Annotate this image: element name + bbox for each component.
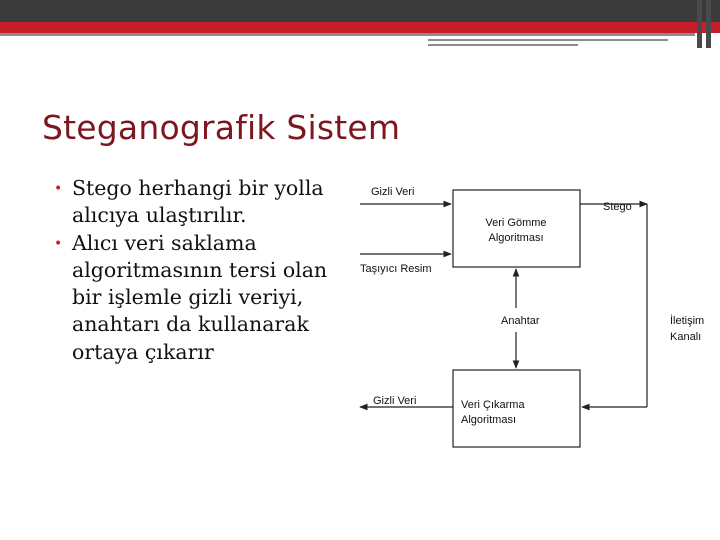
header-vertical-bar	[706, 0, 711, 48]
bullet-icon: •	[54, 181, 63, 197]
slide-title: Steganografik Sistem	[42, 108, 401, 147]
bullet-item	[50, 230, 350, 366]
header-bar-dark	[0, 0, 720, 22]
header-rule	[0, 33, 695, 36]
header-rule-shorter	[428, 44, 578, 46]
bullet-icon: •	[54, 235, 63, 252]
header-rule-short	[428, 39, 668, 41]
header-bar-red	[0, 22, 720, 33]
stego-label: Stego	[603, 201, 632, 213]
embed-box-label: Veri Gömme	[485, 217, 547, 229]
bullet-text: Stego herhangi bir yolla alıcıya ulaştırılır.	[72, 176, 324, 228]
bullet-text: Alıcı veri saklama algoritmasının tersi olan bir işlemle gizli veriyi, anahtarı da kullanarak ortaya çıkarır	[72, 230, 328, 364]
channel-label: İletişim	[670, 315, 705, 327]
bullet-list	[50, 175, 350, 366]
secret-input-label: Gizli Veri	[371, 186, 415, 198]
stego-system-diagram	[345, 175, 715, 465]
header-vertical-bar	[697, 0, 702, 48]
bullet-item	[50, 175, 350, 230]
embed-box-label: Algoritması	[488, 232, 544, 244]
extract-box-label: Algoritması	[461, 414, 517, 426]
secret-output-label: Gizli Veri	[373, 395, 417, 407]
extract-box-label: Veri Çıkarma	[461, 399, 525, 411]
carrier-image-label: Taşıyıcı Resim	[360, 263, 432, 275]
key-label: Anahtar	[501, 315, 540, 327]
channel-label: Kanalı	[670, 331, 702, 343]
